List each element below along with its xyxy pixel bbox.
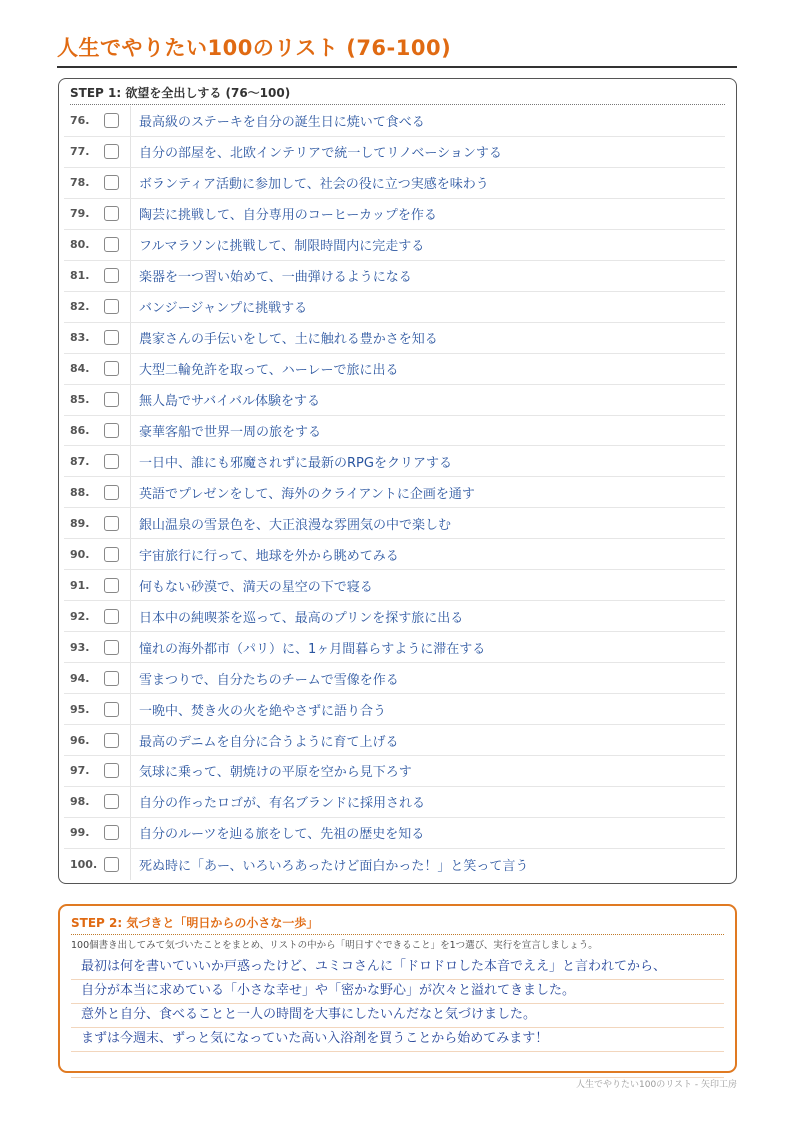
item-text: バンジージャンプに挑戦する xyxy=(139,301,308,317)
item-text: 豪華客船で世界一周の旅をする xyxy=(139,425,322,440)
item-number: 90. xyxy=(70,547,90,561)
item-checkbox[interactable] xyxy=(104,330,119,345)
page-title: 人生でやりたい100のリスト (76-100) xyxy=(57,36,452,60)
list-item xyxy=(64,663,725,694)
item-text: 農家さんの手伝いをして、土に触れる豊かさを知る xyxy=(139,332,438,348)
title-divider xyxy=(57,66,737,68)
item-number: 86. xyxy=(70,424,90,437)
reflection-line[interactable]: 最初は何を書いていいか戸惑ったけど、ユミコさんに「ドロドロした本音でええ」と言われてから、 xyxy=(71,956,724,980)
column-divider xyxy=(130,632,131,662)
list-item xyxy=(64,694,725,725)
item-number: 92. xyxy=(70,609,90,623)
reflection-line[interactable]: 自分が本当に求めている「小さな幸せ」や「密かな野心」が次々と溢れてきました。 xyxy=(71,980,724,1004)
list-item xyxy=(64,508,725,539)
item-number: 99. xyxy=(70,826,90,840)
reflection-line[interactable]: まずは今週末、ずっと気になっていた高い入浴剤を買うことから始めてみます！ xyxy=(71,1028,724,1052)
step1-section xyxy=(58,78,737,884)
item-text: 一晩中、焚き火の火を絶やさずに語り合う xyxy=(139,703,387,719)
item-checkbox[interactable] xyxy=(104,578,119,593)
item-number: 97. xyxy=(70,764,90,778)
list-item xyxy=(64,849,725,880)
column-divider xyxy=(130,137,131,167)
list-item xyxy=(64,570,725,601)
item-checkbox[interactable] xyxy=(104,485,119,500)
column-divider xyxy=(130,508,131,538)
column-divider xyxy=(130,477,131,507)
item-text: 銀山温泉の雪景色を、大正浪漫な雰囲気の中で楽しむ xyxy=(139,517,452,533)
item-checkbox[interactable] xyxy=(104,299,119,314)
list-item xyxy=(64,477,725,508)
item-text: 気球に乗って、朝焼けの平原を空から見下ろす xyxy=(139,765,412,781)
item-number: 84. xyxy=(70,362,90,376)
item-text: 最高級のステーキを自分の誕生日に焼いて食べる xyxy=(139,115,425,131)
item-text: フルマラソンに挑戦して、制限時間内に完走する xyxy=(139,239,425,255)
list-item xyxy=(64,323,725,354)
column-divider xyxy=(130,694,131,724)
step2-section xyxy=(58,904,737,1073)
item-checkbox[interactable] xyxy=(104,857,119,872)
item-text: 自分の部屋を、北欧インテリアで統一してリノベーションする xyxy=(139,146,502,162)
item-checkbox[interactable] xyxy=(104,609,119,624)
column-divider xyxy=(130,106,131,136)
wish-list xyxy=(64,106,725,880)
item-text: 一日中、誰にも邪魔されずに最新のRPGをクリアする xyxy=(139,455,452,471)
column-divider xyxy=(130,570,131,600)
column-divider xyxy=(130,292,131,322)
item-number: 81. xyxy=(70,269,90,283)
item-checkbox[interactable] xyxy=(104,825,119,840)
list-item xyxy=(64,787,725,818)
item-checkbox[interactable] xyxy=(104,454,119,469)
item-number: 100. xyxy=(70,857,98,871)
item-text: 楽器を一つ習い始めて、一曲弾けるようになる xyxy=(139,270,412,286)
item-number: 76. xyxy=(70,114,90,128)
step2-title: STEP 2: 気づきと「明日からの小さな一歩」 xyxy=(71,914,724,935)
column-divider xyxy=(130,818,131,848)
item-number: 85. xyxy=(70,393,90,407)
item-text: ボランティア活動に参加して、社会の役に立つ実感を味わう xyxy=(139,177,489,193)
item-checkbox[interactable] xyxy=(104,392,119,407)
item-checkbox[interactable] xyxy=(104,794,119,809)
list-item xyxy=(64,354,725,385)
list-item xyxy=(64,168,725,199)
column-divider xyxy=(130,725,131,755)
item-number: 91. xyxy=(70,578,90,592)
item-number: 79. xyxy=(70,207,90,221)
column-divider xyxy=(130,354,131,384)
item-text: 自分の作ったロゴが、有名ブランドに採用される xyxy=(139,796,426,812)
item-text: 英語でプレゼンをして、海外のクライアントに企画を通す xyxy=(139,486,475,502)
item-number: 95. xyxy=(70,702,90,716)
item-text: 最高のデニムを自分に合うように育て上げる xyxy=(139,734,399,750)
item-number: 83. xyxy=(70,331,90,345)
item-number: 78. xyxy=(70,176,90,190)
item-checkbox[interactable] xyxy=(104,640,119,655)
item-checkbox[interactable] xyxy=(104,516,119,531)
reflection-line[interactable]: 意外と自分、食べることと一人の時間を大事にしたいんだなと気づけました。 xyxy=(71,1004,724,1028)
item-checkbox[interactable] xyxy=(104,175,119,190)
item-checkbox[interactable] xyxy=(104,423,119,438)
item-text: 死ぬ時に「あー、いろいろあったけど面白かった！」と笑って言う xyxy=(139,858,529,874)
item-number: 96. xyxy=(70,733,90,747)
column-divider xyxy=(130,663,131,693)
column-divider xyxy=(130,323,131,353)
list-item xyxy=(64,416,725,447)
column-divider xyxy=(130,168,131,198)
step1-title: STEP 1: 欲望を全出しする (76〜100) xyxy=(70,84,725,105)
list-item xyxy=(64,137,725,168)
column-divider xyxy=(130,199,131,229)
list-item xyxy=(64,385,725,416)
item-text: 大型二輪免許を取って、ハーレーで旅に出る xyxy=(139,363,399,379)
item-number: 80. xyxy=(70,238,90,252)
item-checkbox[interactable] xyxy=(104,268,119,283)
column-divider xyxy=(130,261,131,291)
item-text: 雪まつりで、自分たちのチームで雪像を作る xyxy=(139,672,399,688)
item-number: 93. xyxy=(70,640,90,654)
item-checkbox[interactable] xyxy=(104,237,119,252)
column-divider xyxy=(130,756,131,786)
item-text: 無人島でサバイバル体験をする xyxy=(139,394,320,410)
step2-instruction: 100個書き出してみて気づいたことをまとめ、リストの中から「明日すぐできること」を1つ選び、実行を宣言しましょう。 xyxy=(71,940,598,951)
list-item xyxy=(64,725,725,756)
list-item xyxy=(64,106,725,137)
column-divider xyxy=(130,416,131,446)
list-item xyxy=(64,261,725,292)
item-text: 日本中の純喫茶を巡って、最高のプリンを探す旅に出る xyxy=(139,610,464,626)
list-item xyxy=(64,601,725,632)
item-number: 82. xyxy=(70,300,90,314)
item-text: 何もない砂漠で、満天の星空の下で寝る xyxy=(139,579,373,595)
footer-credit: 人生でやりたい100のリスト - 矢印工房 xyxy=(576,1080,737,1090)
item-number: 87. xyxy=(70,454,90,468)
item-number: 88. xyxy=(70,485,90,499)
column-divider xyxy=(130,601,131,631)
item-checkbox[interactable] xyxy=(104,206,119,221)
list-item xyxy=(64,818,725,849)
reflection-line[interactable] xyxy=(71,1054,724,1078)
item-number: 94. xyxy=(70,671,90,685)
list-item xyxy=(64,446,725,477)
column-divider xyxy=(130,230,131,260)
item-number: 77. xyxy=(70,145,90,159)
item-number: 89. xyxy=(70,516,90,530)
item-text: 憧れの海外都市（パリ）に、1ヶ月間暮らすように滞在する xyxy=(139,641,486,657)
column-divider xyxy=(130,446,131,476)
column-divider xyxy=(130,849,131,880)
list-item xyxy=(64,539,725,570)
item-text: 陶芸に挑戦して、自分専用のコーヒーカップを作る xyxy=(139,208,437,224)
item-text: 自分のルーツを辿る旅をして、先祖の歴史を知る xyxy=(139,827,425,843)
item-checkbox[interactable] xyxy=(104,733,119,748)
list-item xyxy=(64,292,725,323)
item-checkbox[interactable] xyxy=(104,361,119,376)
column-divider xyxy=(130,787,131,817)
list-item xyxy=(64,756,725,787)
item-checkbox[interactable] xyxy=(104,113,119,128)
item-number: 98. xyxy=(70,795,90,809)
list-item xyxy=(64,230,725,261)
item-text: 宇宙旅行に行って、地球を外から眺めてみる xyxy=(139,548,399,564)
item-checkbox[interactable] xyxy=(104,671,119,686)
list-item xyxy=(64,632,725,663)
list-item xyxy=(64,199,725,230)
item-checkbox[interactable] xyxy=(104,702,119,717)
column-divider xyxy=(130,539,131,569)
column-divider xyxy=(130,385,131,415)
item-checkbox[interactable] xyxy=(104,763,119,778)
item-checkbox[interactable] xyxy=(104,547,119,562)
item-checkbox[interactable] xyxy=(104,144,119,159)
